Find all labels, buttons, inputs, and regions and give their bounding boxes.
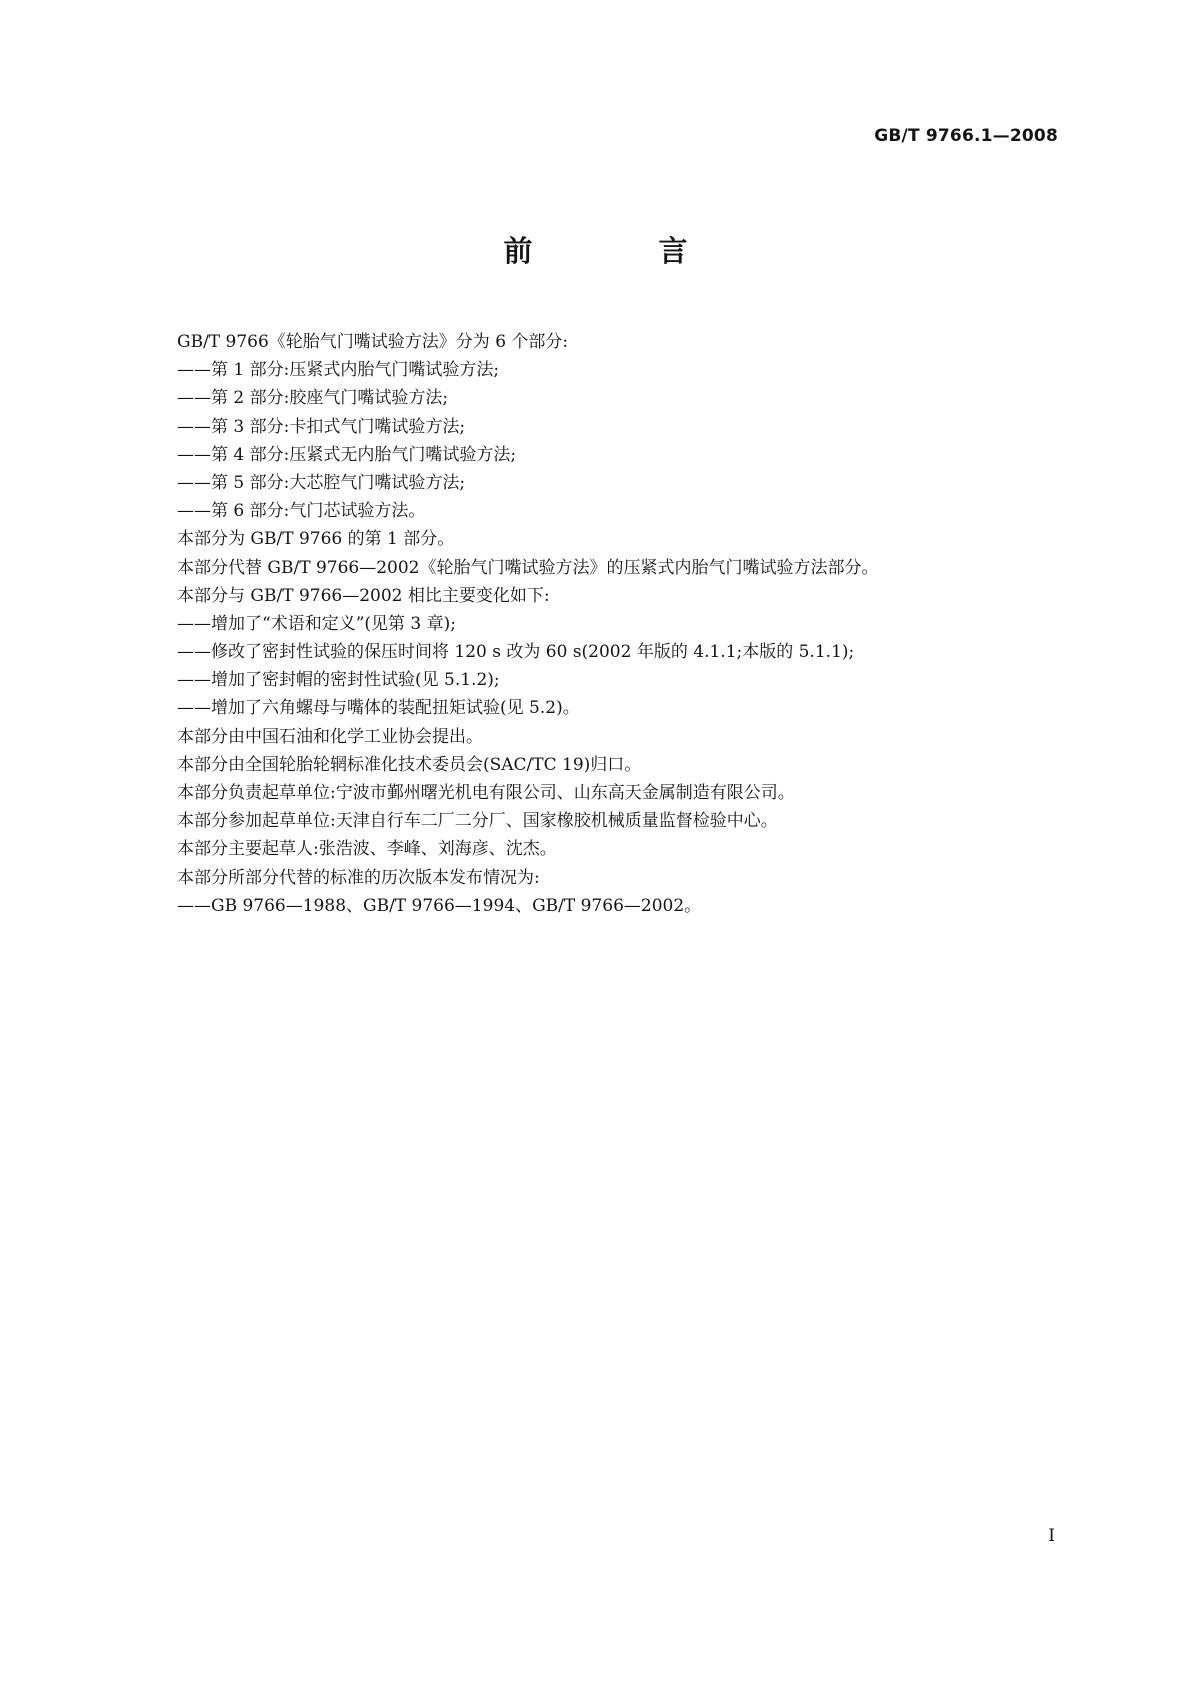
text-line: GB/T 9766《轮胎气门嘴试验方法》分为 6 个部分: bbox=[177, 332, 569, 352]
list-item: ——第 1 部分:压紧式内胎气门嘴试验方法; bbox=[177, 360, 500, 381]
text-line: 本部分主要起草人:张浩波、李峰、刘海彦、沈杰。 bbox=[177, 839, 557, 860]
list-item: ——增加了“术语和定义”(见第 3 章); bbox=[177, 613, 456, 634]
text-line: 本部分为 GB/T 9766 的第 1 部分。 bbox=[177, 529, 455, 550]
list-item: ——修改了密封性试验的保压时间将 120 s 改为 60 s(2002 年版的 4.1.1;本版的 5.1.1); bbox=[177, 642, 855, 663]
list-item: ——第 6 部分:气门芯试验方法。 bbox=[177, 501, 426, 522]
page-title: 前 言 bbox=[503, 234, 746, 268]
text-line: 本部分代替 GB/T 9766—2002《轮胎气门嘴试验方法》的压紧式内胎气门嘴试验方法部分。 bbox=[177, 557, 879, 578]
list-item: ——第 2 部分:胶座气门嘴试验方法; bbox=[177, 388, 449, 409]
text-line: 本部分由中国石油和化学工业协会提出。 bbox=[177, 726, 483, 747]
list-item: ——GB 9766—1988、GB/T 9766—1994、GB/T 9766—2002。 bbox=[177, 895, 702, 916]
text-line: 本部分与 GB/T 9766—2002 相比主要变化如下: bbox=[177, 585, 550, 606]
text-line: 本部分由全国轮胎轮辋标准化技术委员会(SAC/TC 19)归口。 bbox=[177, 754, 642, 775]
list-item: ——第 3 部分:卡扣式气门嘴试验方法; bbox=[177, 416, 466, 437]
page-number: I bbox=[1048, 1526, 1055, 1546]
foreword-body bbox=[177, 328, 1077, 920]
text-line: 本部分负责起草单位:宁波市鄞州曙光机电有限公司、山东高天金属制造有限公司。 bbox=[177, 783, 795, 803]
standard-code: GB/T 9766.1—2008 bbox=[874, 126, 1058, 146]
list-item: ——第 5 部分:大芯腔气门嘴试验方法; bbox=[177, 472, 466, 493]
list-item: ——增加了六角螺母与嘴体的装配扭矩试验(见 5.2)。 bbox=[177, 698, 580, 719]
text-line: 本部分参加起草单位:天津自行车二厂二分厂、国家橡胶机械质量监督检验中心。 bbox=[177, 811, 778, 832]
list-item: ——第 4 部分:压紧式无内胎气门嘴试验方法; bbox=[177, 444, 517, 465]
text-line: 本部分所部分代替的标准的历次版本发布情况为: bbox=[177, 867, 540, 888]
list-item: ——增加了密封帽的密封性试验(见 5.1.2); bbox=[177, 670, 500, 691]
